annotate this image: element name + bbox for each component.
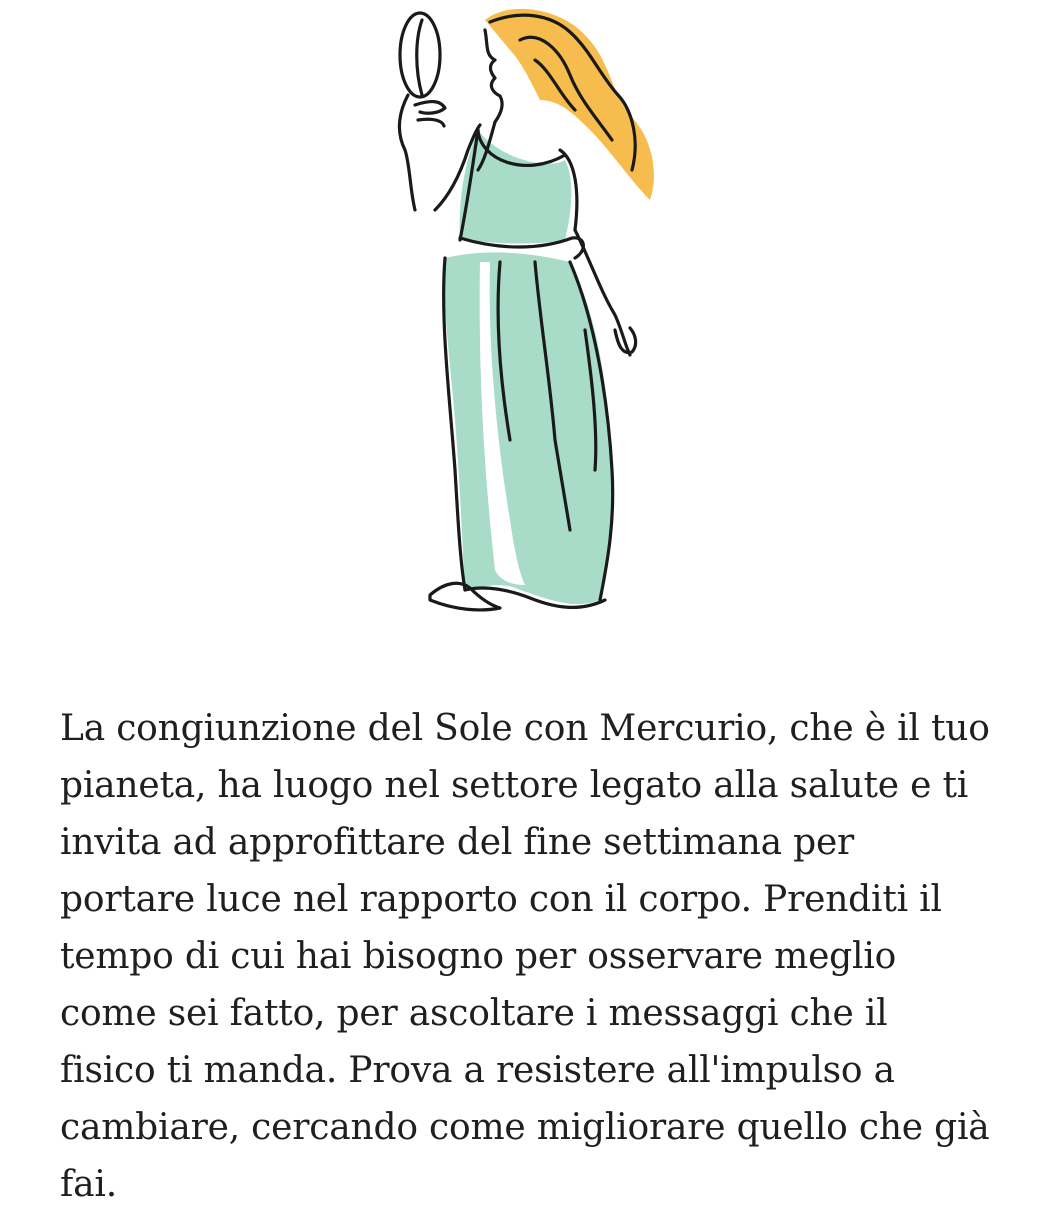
virgo-illustration: [360, 0, 680, 640]
woman-with-mirror-icon: [360, 0, 680, 640]
horoscope-paragraph: La congiunzione del Sole con Mercurio, che è il tuo pianeta, ha luogo nel settore legato alla salute e ti invita ad approfittare del fine settimana per portare luce nel rapporto con il corpo. Prenditi il tempo di cui hai bisogno per osservare meglio come sei fatto, per ascoltare i messaggi che il fisico ti manda. Prova a resistere all'impulso a cambiare, cercando come migliorare quello che già fai.: [60, 708, 990, 1205]
dress-skirt: [444, 252, 613, 604]
